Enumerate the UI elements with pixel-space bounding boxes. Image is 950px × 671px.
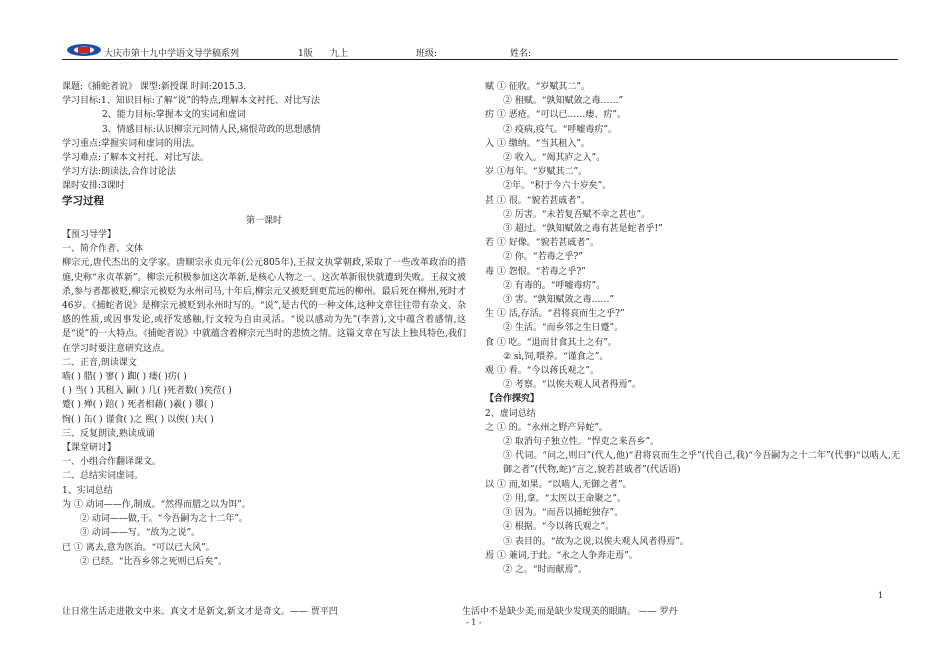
word-entry: ③ 超过。“孰知赋敛之毒有甚是蛇者乎!” [503,224,663,235]
method-line: 学习方法:朗读法,合作讨论法 [62,167,176,178]
word-entry: 疠 ① 恶疮。“可以已……瘘、疠”。 [485,110,626,121]
footer-quote-left: 让日常生活走进散文中来。真文才是新文,新文才是奇文。—— 贾平凹 [62,607,338,617]
class-discussion-heading: 【课堂研讨】 [62,443,117,454]
page-header [62,40,898,60]
word-entry: 食 ① 吃。“退而甘食其土之有”。 [485,337,617,348]
pronunciation-heading: 二、正音,朗读课文 [62,357,137,368]
content-words-heading: 1、实词总结 [62,485,113,496]
word-entry: 为 ① 动词——作,制成。“然得而腊之以为饵”。 [62,499,251,510]
word-entry: ② sì,饲,喂养。“谨食之”。 [503,351,609,362]
word-entry: ②年。“积于今六十岁矣”。 [503,181,612,192]
word-entry: ② 取消句子独立性。“悍吏之来吾乡”。 [503,437,660,448]
word-entry: ② 收入。“竭其庐之入”。 [503,153,606,164]
word-entry: ② 生活。“而乡邻之生日蹙”。 [503,323,624,334]
objective-line-1: 学习目标:1、知识目标:了解“说”的特点,理解本文衬托、对比写法 [62,96,320,107]
page-number: 1 [878,591,884,600]
word-entry: ③ 动词——写。“故为之说”。 [80,528,201,539]
word-entry: ② 疫病,疫气。“呼嘘毒疠”。 [503,124,617,135]
key-point-line: 学习重点:掌握实词和虚词的用法。 [62,138,201,149]
word-entry: 赋 ① 征收。“岁赋其二”。 [485,82,590,92]
difficulty-line: 学习难点:了解本文衬托、对比写法。 [62,153,210,164]
word-entry: ② 用,拿。“太医以王命聚之”。 [503,493,626,504]
word-entry: 毒 ① 怨恨。“若毒之乎?” [485,266,586,277]
lesson-info-line: 课题:《捕蛇者说》 课型:新授课 时间:2015.3. [62,82,247,92]
school-series-title: 大庆市第十九中学语文导学稿系列 [104,49,240,59]
word-entry: 若 ① 好像。“貌若甚戚者”。 [485,238,599,249]
class-label: 班级: [416,49,438,59]
word-entry: ② 有毒的。“呼嘘毒疠”。 [503,280,606,291]
word-entry: 生 ① 活,存活。“君将哀而生之乎?” [485,309,625,320]
word-entry: 甚 ① 很。“貌若甚戚者”。 [485,195,590,206]
name-label: 姓名: [510,49,532,59]
summary-task: 二、总结实词虚词。 [62,471,144,482]
word-entry: ④ 根据。“今以蒋氏观之”。 [503,522,615,533]
page-footer-number: - 1 - [466,618,482,627]
translate-task: 一、小组合作翻译课文。 [62,457,162,468]
pronunciation-row-3: 蹙( ) 殚( ) 踣( ) 死者相藉( )羲( ) 隳( ) [62,400,214,411]
cooperative-inquiry-heading: 【合作探究】 [485,394,540,405]
word-entry: ② 你。“若毒之乎?” [503,252,583,263]
pronunciation-row-1: 啮( ) 腊( ) 寥( ) 踟( ) 瘘( )疠( ) [62,372,187,383]
objective-line-3: 3、情感目标:认识柳宗元同情人民,痛恨苛政的思想感情 [102,124,321,135]
preview-section-heading: 【预习导学】 [62,230,117,241]
author-intro-heading: 一、简介作者、文体 [62,244,144,255]
word-entry: 观 ① 看。“今以蒋氏观之”。 [485,366,599,377]
school-logo-icon [64,40,104,58]
pronunciation-row-2: ( ) 当( ) 其租入 嗣( ) 几( )死者数( )矣莅( ) [62,386,232,397]
word-entry: ② 动词——做,干。“今吾嗣为之十二年”。 [80,514,248,525]
objective-line-2: 2、能力目标:掌握本文的实词和虚词 [102,110,246,121]
word-entry: 入 ① 缴纳。“当其租入”。 [485,138,590,149]
word-entry: ② 已经。“比吾乡邻之死则已后矣”。 [80,556,228,567]
footer-quote-right: 生活中不是缺少美,而是缺少发现美的眼睛。 —— 罗丹 [462,607,678,617]
word-entry: ② 考察。“以俟夫观人风者得焉”。 [503,380,642,391]
word-entry: ③ 害。“孰知赋敛之毒……” [503,295,615,306]
word-entry: ③ 因为。“而吾以捕蛇独存”。 [503,508,624,519]
schedule-line: 课时安排:3课时 [62,181,125,192]
word-entry: 岁 ①每年。“岁赋其二”。 [485,167,588,178]
pronunciation-row-4: 恂( ) 缶( ) 谨食( )之 熙( ) 以俟( )夫( ) [62,414,214,425]
right-column [485,80,900,577]
first-lesson-heading: 第一课时 [245,215,282,226]
word-entry: 以 ① 而,如果。“以啮人,无御之者”。 [485,479,632,490]
word-entry: ③ 代词。“问之,则曰”(代人,他)“君将哀而生之乎”(代自己,我)“今吾嗣为之十二年”(代事)“以啮人,无御之者”(代物,蛇)“言之,貌若甚戚者”(代话语) [503,451,900,476]
word-entry: ② 之。“时而献焉”。 [503,564,588,575]
header-rule [62,59,898,60]
word-entry: 已 ① 离去,意为医治。“可以已大风”。 [62,542,215,553]
left-column [62,80,466,569]
word-entry: ⑤ 表目的。“故为之说,以俟夫观人风者得焉”。 [503,536,689,547]
word-entry: ② 租赋。“孰知赋敛之毒……” [503,96,624,107]
grade-label: 九上 [330,49,349,59]
recite-heading: 三、反复朗读,熟读成诵 [62,428,155,439]
word-entry: ② 厉害。“未若复吾赋不幸之甚也”。 [503,209,651,220]
edition-label: 1版 [298,49,313,59]
word-entry: 之 ① 的。“永州之野产异蛇”。 [485,422,608,433]
word-entry: 焉 ① 兼词,于此。“永之人争奔走焉”。 [485,550,638,561]
process-heading: 学习过程 [62,194,104,207]
author-intro-paragraph: 柳宗元,唐代杰出的文学家。唐顺宗永贞元年(公元805年),王叔文执掌朝政,采取了一些改革政治的措施,史称“永贞革新”。柳宗元积极参加这次革新,是核心人物之一。这次革新很快就遭到失败。王叔文被杀,参与者都被贬,柳宗元被贬为永州司马,十年后,柳宗元又被贬到更荒远的柳州。最后死在柳州,死时才46岁。《捕蛇者说》是柳宗元被贬到永州时写的。“说”,是古代的一种文体,这种文章往往带有杂文、杂感的性质,或因事发论,或抒发感触,行文较为自由灵活。“说以感动为先”(李普),文中蕴含着感情,这是“说”的一大特点。《捕蛇者说》中就蕴含着柳宗元当时的悲愤之情。这篇文章在写法上独具特色,我们在学习时要注意研究这点。 [62,258,466,354]
function-words-heading: 2、虚词总结 [485,408,536,419]
